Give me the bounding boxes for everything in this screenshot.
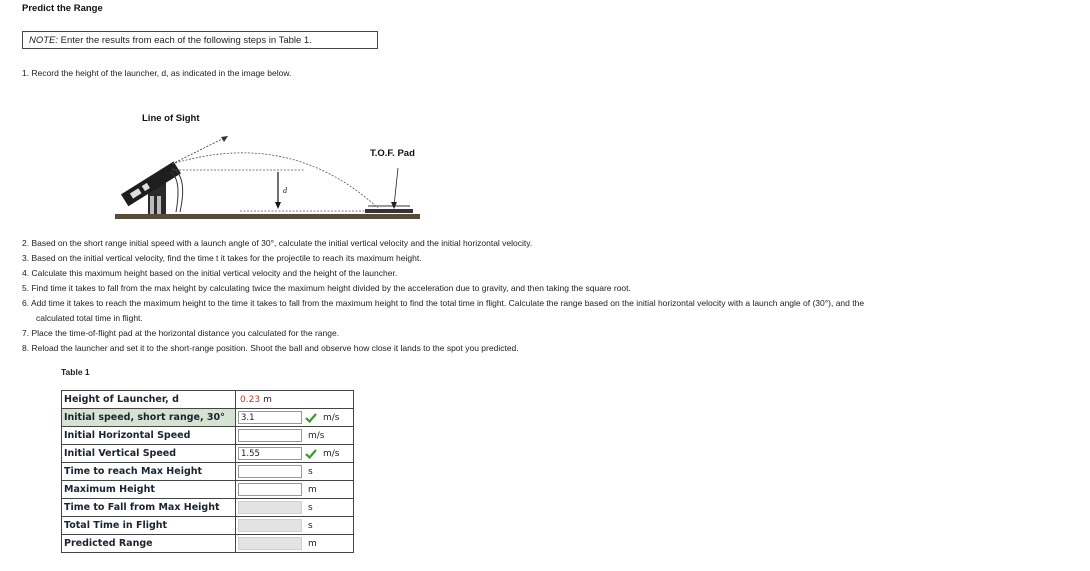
row-label: Initial speed, short range, 30° bbox=[62, 409, 236, 427]
tof-pad bbox=[365, 209, 413, 213]
line-of-sight-label: Line of Sight bbox=[142, 113, 200, 124]
table-caption: Table 1 bbox=[61, 367, 90, 377]
row-label: Time to reach Max Height bbox=[62, 463, 236, 481]
unit-label: m/s bbox=[323, 448, 340, 459]
unit-label: m/s bbox=[323, 412, 340, 423]
row-label: Initial Vertical Speed bbox=[62, 445, 236, 463]
row-value-cell bbox=[236, 427, 354, 445]
step-8: 8. Reload the launcher and set it to the short-range position. Shoot the ball and observe how close it lands to the spot you predicted. bbox=[22, 343, 519, 353]
step-5: 5. Find time it takes to fall from the max height by calculating twice the maximum height divided by the acceleration due to gravity, and then taking the square root. bbox=[22, 283, 631, 293]
step-4: 4. Calculate this maximum height based on the initial vertical velocity and the height of the launcher. bbox=[22, 268, 398, 278]
row-value-cell bbox=[236, 535, 354, 553]
note-label: NOTE: bbox=[29, 35, 59, 46]
row-value-cell bbox=[236, 463, 354, 481]
row-label: Initial Horizontal Speed bbox=[62, 427, 236, 445]
row-value-cell bbox=[236, 499, 354, 517]
row-label: Maximum Height bbox=[62, 481, 236, 499]
unit-label: m bbox=[308, 538, 317, 549]
step-3: 3. Based on the initial vertical velocity, find the time t it takes for the projectile to reach its maximum height. bbox=[22, 253, 422, 263]
time-to-max-height-input[interactable] bbox=[238, 465, 302, 478]
row-value-cell bbox=[236, 391, 354, 409]
given-value: 0.23 bbox=[240, 395, 261, 405]
row-value-cell bbox=[236, 445, 354, 463]
unit-label: s bbox=[308, 502, 313, 513]
table-row bbox=[62, 409, 354, 427]
table-row bbox=[62, 535, 354, 553]
unit-label: m bbox=[308, 484, 317, 495]
step-6: 6. Add time it takes to reach the maximum height to the time it takes to fall from the maximum height to find the total time in flight. Calculate the range based on the initial horizontal velocity with a launch angle of (30°), and the bbox=[22, 298, 865, 308]
checkmark-icon bbox=[305, 413, 317, 423]
table-row bbox=[62, 499, 354, 517]
note-text: Enter the results from each of the following steps in Table 1. bbox=[60, 35, 312, 46]
step-1: 1. Record the height of the launcher, d, as indicated in the image below. bbox=[22, 68, 292, 78]
tof-pad-label: T.O.F. Pad bbox=[370, 148, 415, 159]
note-box bbox=[22, 31, 378, 49]
maximum-height-input[interactable] bbox=[238, 483, 302, 496]
predicted-range-input bbox=[238, 537, 302, 550]
initial-speed-input[interactable]: 3.1 bbox=[238, 411, 302, 424]
table-row bbox=[62, 463, 354, 481]
row-value-cell bbox=[236, 409, 354, 427]
ground-bar bbox=[115, 214, 420, 219]
checkmark-icon bbox=[305, 449, 317, 459]
step-2: 2. Based on the short range initial speed with a launch angle of 30°, calculate the initial vertical velocity and the initial horizontal velocity. bbox=[22, 238, 533, 248]
time-to-fall-input bbox=[238, 501, 302, 514]
table-row bbox=[62, 445, 354, 463]
row-value-cell bbox=[236, 517, 354, 535]
row-label: Predicted Range bbox=[62, 535, 236, 553]
row-label: Time to Fall from Max Height bbox=[62, 499, 236, 517]
table-row bbox=[62, 427, 354, 445]
unit-label: s bbox=[308, 520, 313, 531]
table-row bbox=[62, 517, 354, 535]
initial-vertical-speed-input[interactable]: 1.55 bbox=[238, 447, 302, 460]
row-label: Height of Launcher, d bbox=[62, 391, 236, 409]
unit-label: m bbox=[263, 395, 272, 405]
initial-horizontal-speed-input[interactable] bbox=[238, 429, 302, 442]
trajectory bbox=[172, 153, 378, 208]
row-label: Total Time in Flight bbox=[62, 517, 236, 535]
row-value-cell bbox=[236, 481, 354, 499]
page-title: Predict the Range bbox=[22, 3, 103, 14]
table-row bbox=[62, 481, 354, 499]
total-time-input bbox=[238, 519, 302, 532]
unit-label: s bbox=[308, 466, 313, 477]
results-table bbox=[61, 390, 354, 553]
d-label: d bbox=[283, 186, 287, 195]
launcher-diagram bbox=[110, 108, 440, 228]
table-row bbox=[62, 391, 354, 409]
step-7: 7. Place the time-of-flight pad at the horizontal distance you calculated for the range. bbox=[22, 328, 340, 338]
step-6-continuation: calculated total time in flight. bbox=[36, 313, 143, 323]
unit-label: m/s bbox=[308, 430, 325, 441]
